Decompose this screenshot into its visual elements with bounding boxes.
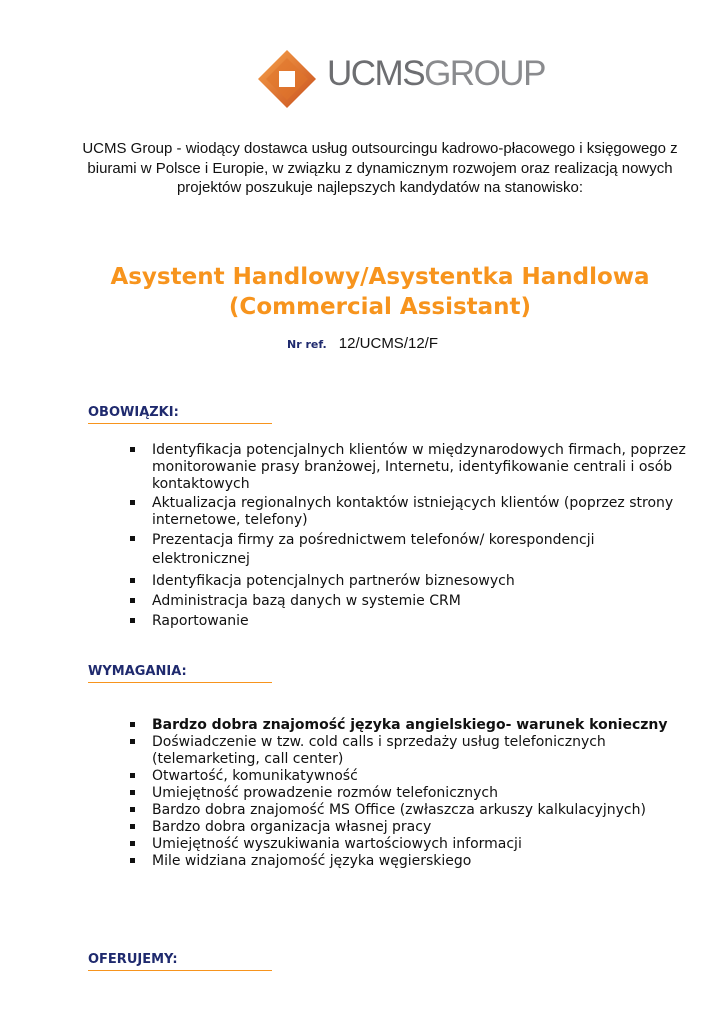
list-item: Doświadczenie w tzw. cold calls i sprzedaży usług telefonicznych (telemarketing, call center) [130, 734, 690, 768]
list-item: Bardzo dobra znajomość MS Office (zwłaszcza arkuszy kalkulacyjnych) [130, 802, 690, 819]
offer-heading: OFERUJEMY: [88, 952, 272, 971]
list-item: Mile widziana znajomość języka węgierskiego [130, 853, 690, 870]
list-item: Otwartość, komunikatywność [130, 768, 690, 785]
list-item: Administracja bazą danych w systemie CRM [130, 593, 690, 610]
duties-list [130, 442, 690, 630]
logo-diamond-icon [256, 48, 318, 110]
requirements-list [130, 717, 690, 870]
intro-paragraph: UCMS Group - wiodący dostawca usług outsourcingu kadrowo-płacowego i księgowego z biurami w Polsce i Europie, w związku z dynamicznym rozwojem oraz realizacją nowych projektów poszukuje najlepszych kandydatów na stanowisko: [82, 140, 678, 196]
company-logo [256, 48, 545, 108]
list-item: Aktualizacja regionalnych kontaktów istniejących klientów (poprzez strony internetowe, telefony) [130, 495, 690, 529]
job-title-line-1: Asystent Handlowy/Asystentka Handlowa [110, 264, 650, 290]
requirements-heading: WYMAGANIA: [88, 664, 272, 683]
list-item: Identyfikacja potencjalnych klientów w międzynarodowych firmach, poprzez monitorowanie prasy branżowej, Internetu, identyfikowanie centrali i osób kontaktowych [130, 442, 690, 493]
list-item: Identyfikacja potencjalnych partnerów biznesowych [130, 573, 690, 590]
list-item: Bardzo dobra znajomość języka angielskiego- warunek konieczny [130, 717, 690, 734]
job-title-line-2: (Commercial Assistant) [228, 294, 532, 320]
duties-heading: OBOWIĄZKI: [88, 405, 272, 424]
reference-number [0, 333, 725, 352]
job-title [60, 262, 700, 322]
reference-value: 12/UCMS/12/F [338, 335, 438, 352]
list-item: Umiejętność prowadzenie rozmów telefonicznych [130, 785, 690, 802]
logo-wordmark: UCMSGROUP [327, 54, 545, 93]
reference-label: Nr ref. [286, 338, 327, 351]
list-item: Prezentacja firmy za pośrednictwem telefonów/ korespondencji elektronicznej [130, 531, 690, 569]
list-item: Raportowanie [130, 613, 690, 630]
list-item: Umiejętność wyszukiwania wartościowych informacji [130, 836, 690, 853]
list-item: Bardzo dobra organizacja własnej pracy [130, 819, 690, 836]
